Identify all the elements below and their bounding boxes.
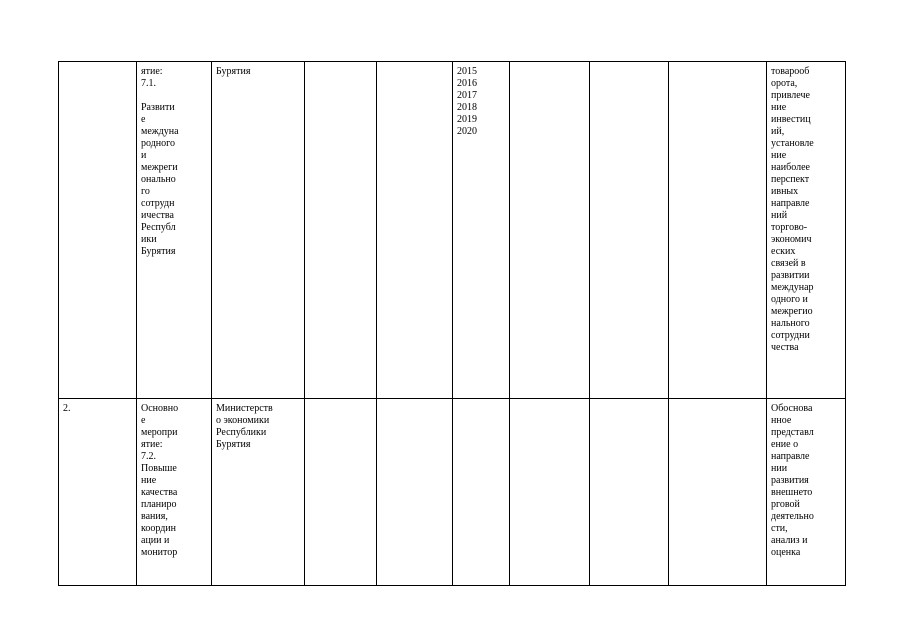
year-label: 2020 [457, 126, 477, 137]
event-cell [137, 399, 212, 586]
executor-cell [212, 62, 305, 399]
program-table [58, 61, 846, 586]
row-number: 2. [63, 403, 71, 414]
year-label: 2017 [457, 90, 477, 101]
year-label: 2015 [457, 66, 477, 77]
event-text: ятие: 7.1. Развити е междуна родного и межреги онально го сотрудн ичества Республ ики Бурятия [141, 66, 179, 257]
result-cell [767, 62, 846, 399]
empty-cell [510, 62, 590, 399]
empty-cell [377, 62, 453, 399]
table-row [59, 399, 846, 586]
years-cell [453, 62, 510, 399]
empty-cell [590, 62, 669, 399]
executor-cell [212, 399, 305, 586]
executor-text: Бурятия [216, 66, 251, 77]
empty-cell [305, 62, 377, 399]
result-text: Обоснова нное представл ение о направле нии развития внешнето рговой деятельно сти, анализ и оценка [771, 403, 814, 558]
year-label: 2018 [457, 102, 477, 113]
executor-text: Министерств о экономики Республики Бурятия [216, 403, 273, 450]
row-number-cell [59, 399, 137, 586]
years-cell [453, 399, 510, 586]
event-cell [137, 62, 212, 399]
empty-cell [590, 399, 669, 586]
result-cell [767, 399, 846, 586]
empty-cell [669, 62, 767, 399]
year-label: 2016 [457, 78, 477, 89]
table-row [59, 62, 846, 399]
year-label: 2019 [457, 114, 477, 125]
event-text: Основно е меропри ятие: 7.2. Повыше ние качества планиро вания, координ ации и монитор [141, 403, 179, 558]
row-number-cell [59, 62, 137, 399]
empty-cell [305, 399, 377, 586]
result-text: товарооб орота, привлече ние инвестиц ий, установле ние наиболее перспект ивных направле ний торгово- экономич еских связей в развитии междунар одного и межрегио нального сотрудни чества [771, 66, 814, 353]
empty-cell [510, 399, 590, 586]
empty-cell [377, 399, 453, 586]
empty-cell [669, 399, 767, 586]
